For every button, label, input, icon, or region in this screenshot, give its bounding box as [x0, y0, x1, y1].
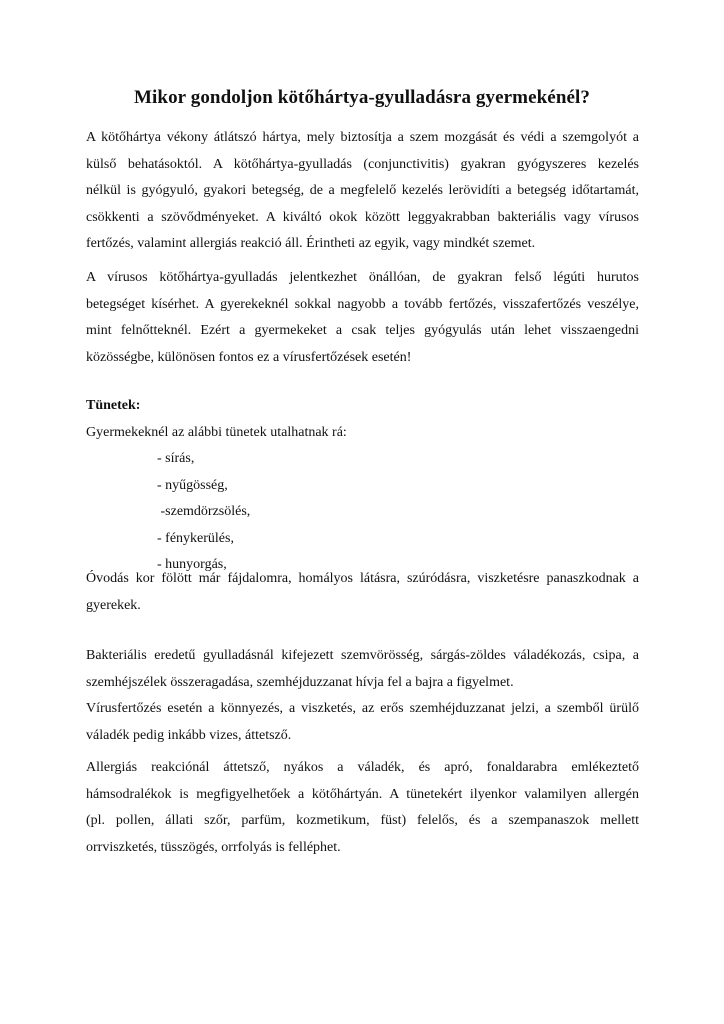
text-line: szemhéjszélek összeragadása, szemhéjduzzanat hívja fel a bajra a figyelmet.	[86, 674, 514, 690]
text-line: gyerekek.	[86, 597, 141, 613]
text-line: külső behatásoktól. A kötőhártya-gyulladás (conjunctivitis) gyakran gyógyszeres kezelés	[86, 156, 639, 172]
bacterial-paragraph	[86, 643, 639, 696]
text-line: közösségbe, különösen fontos ez a vírusfertőzések esetén!	[86, 349, 412, 365]
viral-intro-paragraph	[86, 265, 639, 371]
symptoms-section	[86, 393, 639, 446]
text-line: Vírusfertőzés esetén a könnyezés, a viszketés, az erős szemhéjduzzanat jelzi, a szemből ürülő	[86, 701, 639, 716]
older-children-paragraph	[86, 566, 639, 619]
text-line: váladék pedig inkább vizes, áttetsző.	[86, 727, 292, 743]
viral-symptoms-paragraph	[86, 696, 639, 749]
symptoms-list	[157, 446, 250, 579]
symptoms-heading: Tünetek:	[86, 398, 141, 413]
symptoms-intro: Gyermekeknél az alábbi tünetek utalhatnak rá:	[86, 424, 347, 440]
text-line: (pl. pollen, állati szőr, parfüm, kozmetikum, füst) felelős, és a szempanaszok mellett	[86, 813, 639, 828]
text-line: Bakteriális eredetű gyulladásnál kifejezett szemvörösség, sárgás-zöldes váladékozás, csipa, a	[86, 648, 639, 663]
list-item: - sírás,	[157, 451, 195, 466]
text-line: Óvodás kor fölött már fájdalomra, homályos látásra, szúródásra, viszketésre panaszkodnak a	[86, 571, 639, 586]
text-line: mint felnőtteknél. Ezért a gyermekeket a csak teljes gyógyulás után lehet visszaengedni	[86, 323, 639, 338]
text-line: nélkül is gyógyuló, gyakori betegség, de a megfelelő kezelés lerövidíti a betegség időtartamát,	[86, 183, 639, 198]
text-line: betegséget kísérhet. A gyerekeknél sokkal nagyobb a tovább fertőzés, visszafertőzés veszélye,	[86, 296, 639, 312]
allergic-paragraph	[86, 755, 639, 861]
text-line: csökkenti a szövődményeket. A kiváltó okok között leggyakrabban bakteriális vagy vírusos	[86, 209, 639, 225]
text-line: fertőzés, valamint allergiás reakció áll. Érintheti az egyik, vagy mindkét szemet.	[86, 236, 536, 251]
page-title: Mikor gondoljon kötőhártya-gyulladásra gyermekénél?	[134, 87, 590, 108]
text-line: A vírusos kötőhártya-gyulladás jelentkezhet önállóan, de gyakran felső légúti hurutos	[86, 270, 639, 285]
list-item: - nyűgösség,	[157, 477, 228, 493]
text-line: Allergiás reakciónál áttetsző, nyákos a váladék, és apró, fonaldarabra emlékeztető	[86, 760, 639, 775]
intro-paragraph	[86, 125, 639, 258]
list-item: -szemdörzsölés,	[157, 504, 251, 519]
list-item: - hunyorgás,	[157, 557, 227, 572]
text-line: hámsodralékok is megfigyelhetőek a kötőhártyán. A tünetekért ilyenkor valamilyen allergén	[86, 786, 639, 802]
text-line: A kötőhártya vékony átlátszó hártya, mely biztosítja a szem mozgását és védi a szemgolyót a	[86, 130, 639, 145]
text-line: orrviszketés, tüsszögés, orrfolyás is felléphet.	[86, 839, 341, 855]
list-item: - fénykerülés,	[157, 530, 234, 546]
